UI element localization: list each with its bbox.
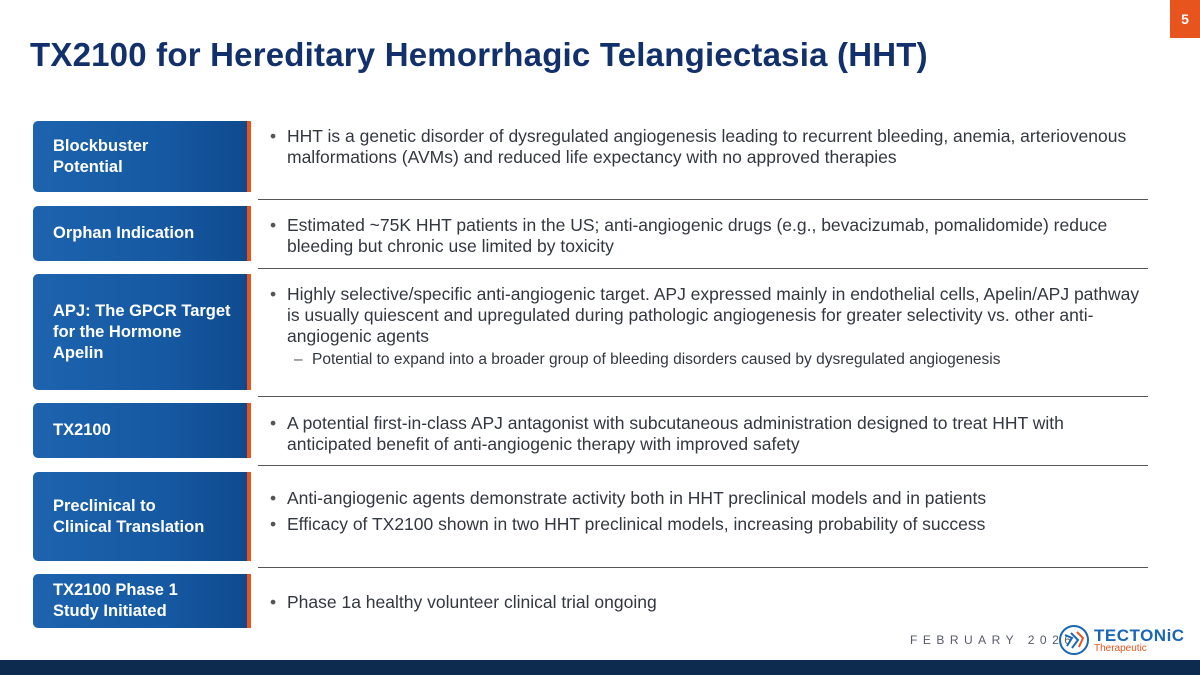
row-content-orphan-indication xyxy=(270,215,1152,257)
bullet-item: • HHT is a genetic disorder of dysregulated angiogenesis leading to recurrent bleeding, anemia, arteriovenous malformations (AVMs) and reduced life expectancy with no approved therapies xyxy=(270,126,1152,168)
row-label-text: Preclinical to Clinical Translation xyxy=(53,496,205,536)
bottom-bar xyxy=(0,660,1200,675)
row-divider xyxy=(258,465,1148,466)
row-label-text: TX2100 xyxy=(53,421,111,439)
row-label-text: Blockbuster Potential xyxy=(53,136,149,176)
row-label-tx2100 xyxy=(33,403,247,458)
row-content-blockbuster-potential xyxy=(270,126,1152,168)
row-label-blockbuster-potential xyxy=(33,121,247,192)
row-label-phase1-study xyxy=(33,574,247,628)
bullet-item: • Phase 1a healthy volunteer clinical trial ongoing xyxy=(270,592,1152,613)
row-content-preclinical-translation xyxy=(270,488,1152,535)
sub-bullet-item: – Potential to expand into a broader group of bleeding disorders caused by dysregulated angiogenesis xyxy=(270,351,1152,369)
row-label-preclinical-translation xyxy=(33,472,247,561)
logo-name: TECTONiC xyxy=(1094,626,1185,645)
row-divider xyxy=(258,396,1148,397)
bullet-item: • Highly selective/specific anti-angiogenic target. APJ expressed mainly in endothelial cells, Apelin/APJ pathway is usually quiescent and upregulated during pathologic angiogenesis for greater selectivity vs. other anti-angiogenic agents xyxy=(270,284,1152,347)
bullet-item: • Anti-angiogenic agents demonstrate activity both in HHT preclinical models and in patients xyxy=(270,488,1152,509)
row-label-text: Orphan Indication xyxy=(53,224,195,242)
logo-subtitle: Therapeutic xyxy=(1094,643,1147,654)
row-divider xyxy=(258,268,1148,269)
row-divider xyxy=(258,567,1148,568)
page-title: TX2100 for Hereditary Hemorrhagic Telangiectasia (HHT) xyxy=(30,36,928,73)
footer-date: FEBRUARY 2026 xyxy=(910,633,1077,647)
row-label-text: TX2100 Phase 1 Study Initiated xyxy=(53,581,178,620)
row-label-apj-target xyxy=(33,274,247,390)
row-label-text: APJ: The GPCR Target for the Hormone Apelin xyxy=(53,301,231,362)
row-content-phase1-study xyxy=(270,592,1152,613)
tectonic-logo-icon xyxy=(1058,624,1090,656)
row-content-tx2100 xyxy=(270,413,1152,455)
bullet-item: • A potential first-in-class APJ antagonist with subcutaneous administration designed to treat HHT with anticipated benefit of anti-angiogenic therapy with improved safety xyxy=(270,413,1152,455)
company-logo xyxy=(1058,624,1185,658)
bullet-item: • Estimated ~75K HHT patients in the US; anti-angiogenic drugs (e.g., bevacizumab, pomalidomide) reduce bleeding but chronic use limited by toxicity xyxy=(270,215,1152,257)
bullet-item: • Efficacy of TX2100 shown in two HHT preclinical models, increasing probability of success xyxy=(270,514,1152,535)
row-divider xyxy=(258,199,1148,200)
page-number-badge: 5 xyxy=(1170,0,1200,38)
row-label-orphan-indication xyxy=(33,206,247,261)
row-content-apj-target xyxy=(270,284,1152,369)
